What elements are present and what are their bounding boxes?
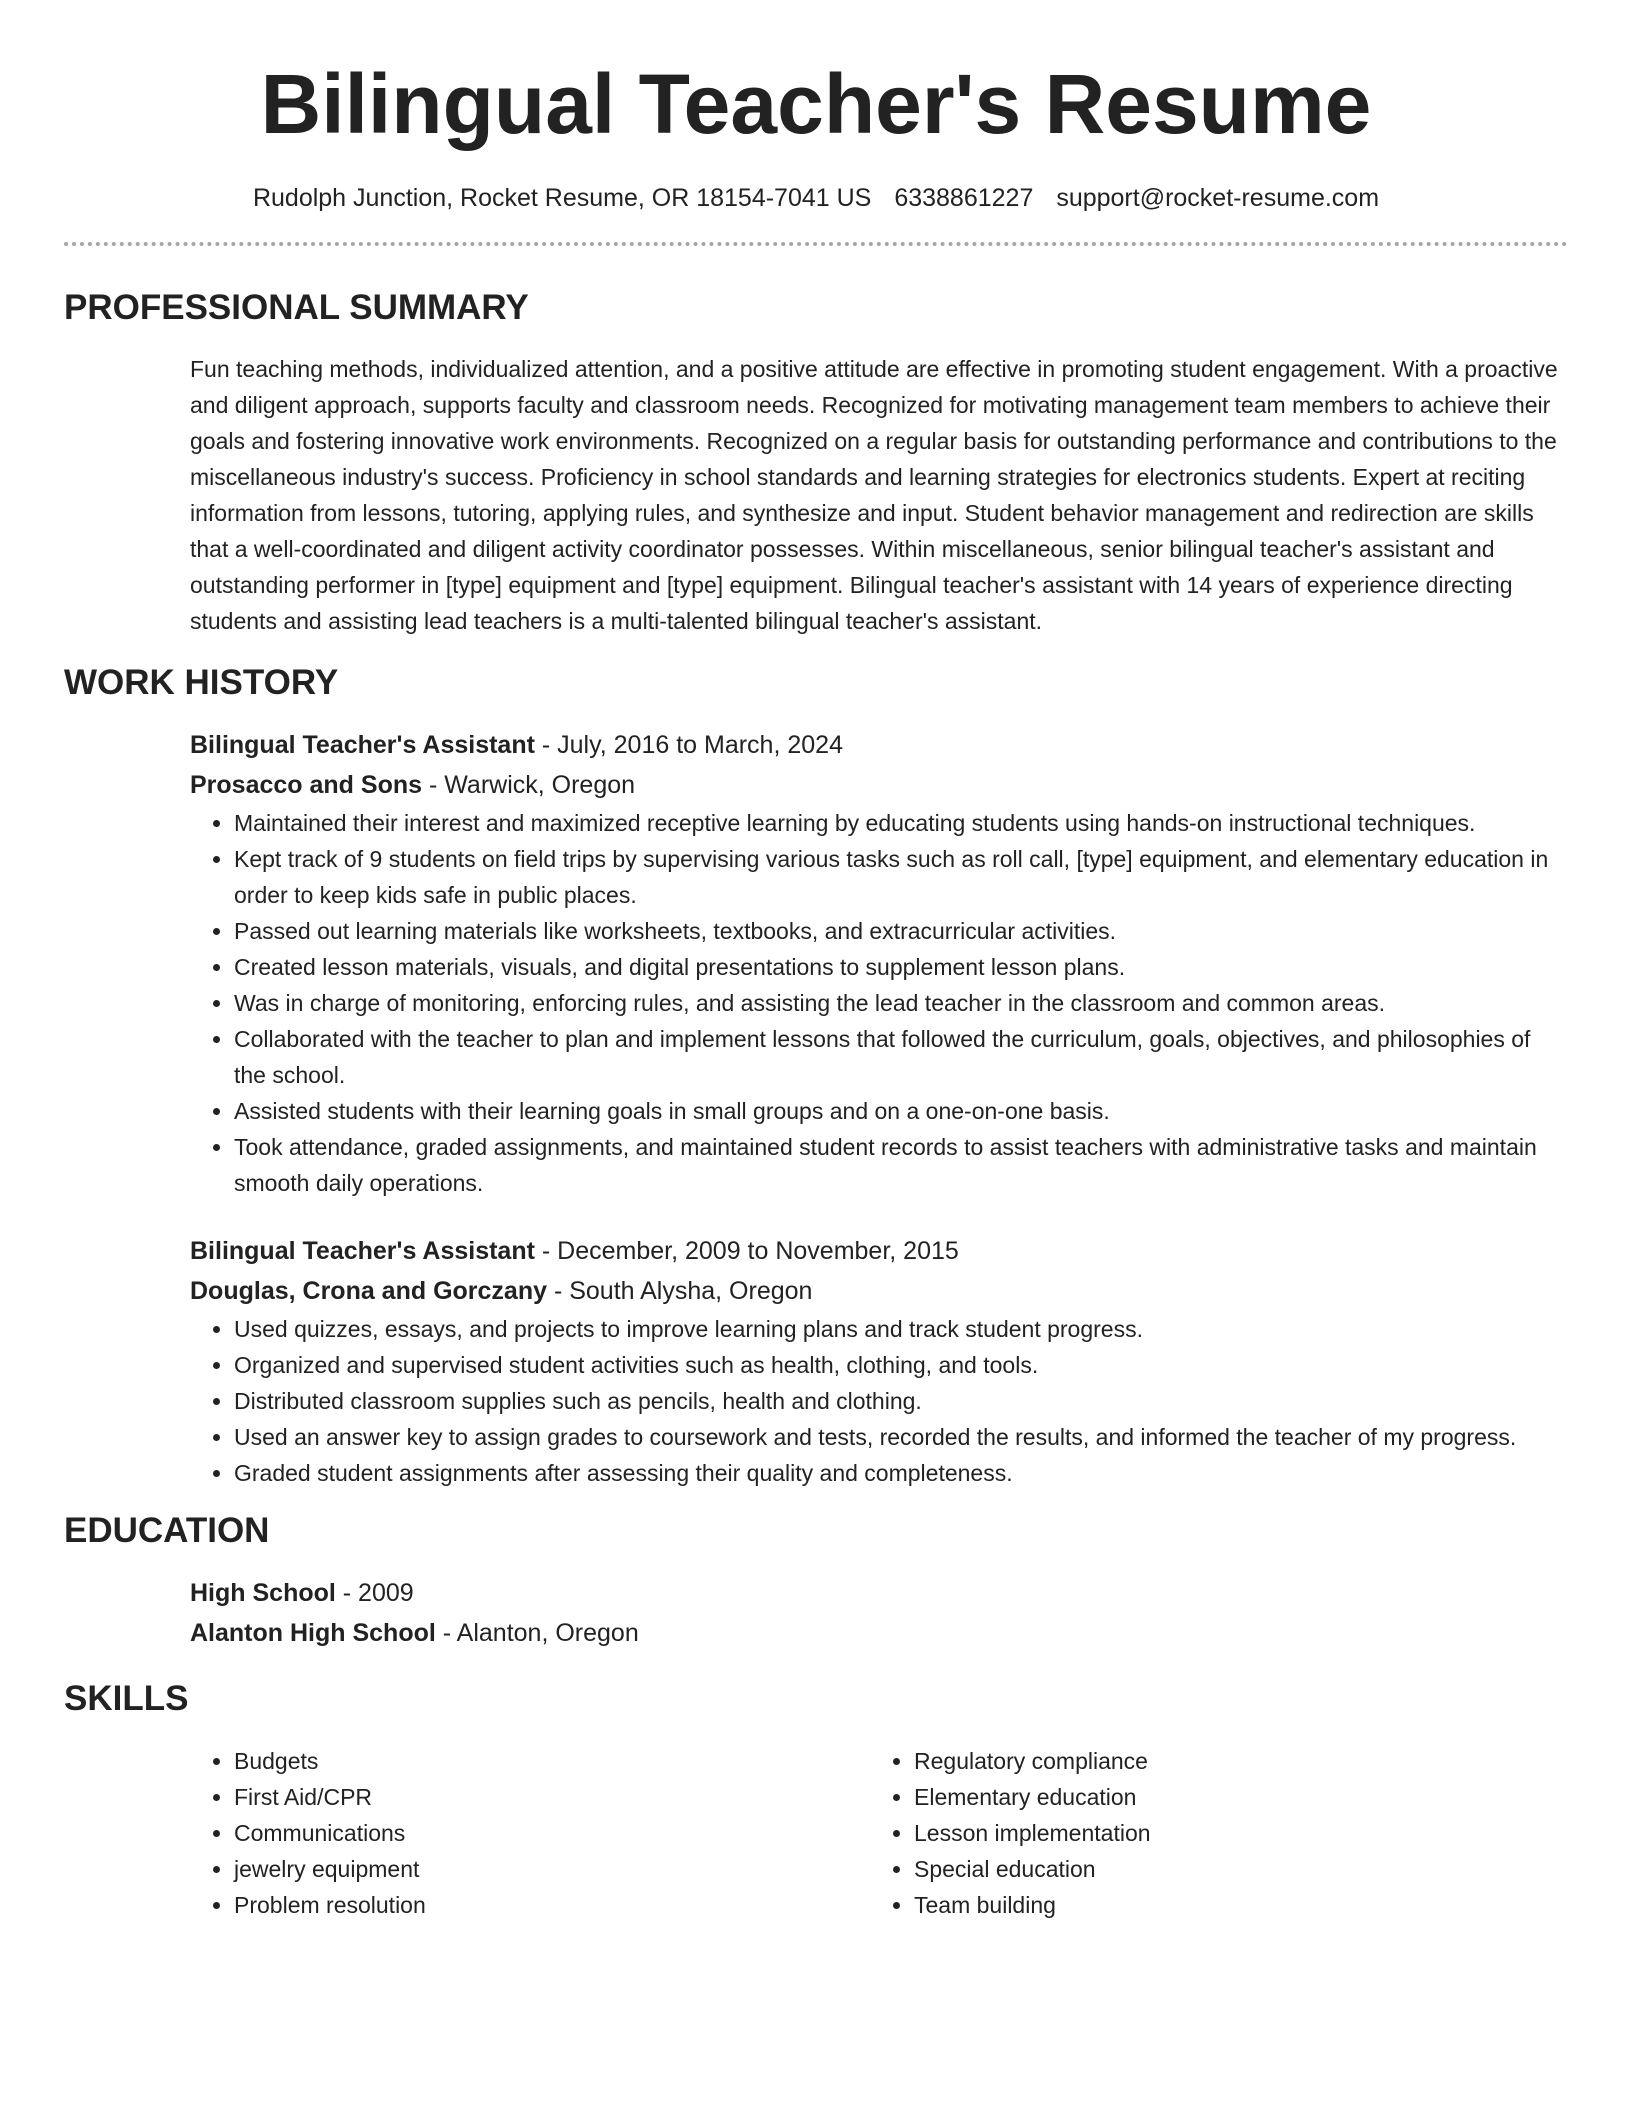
skill-item: • Team building xyxy=(914,1887,1550,1923)
skill-item: • jewelry equipment xyxy=(234,1851,870,1887)
job-title-line xyxy=(190,1231,1568,1271)
skill-item: • Lesson implementation xyxy=(914,1815,1550,1851)
skills-list xyxy=(870,1743,1550,1923)
education-degree: High School xyxy=(190,1579,336,1607)
job-bullet: • Passed out learning materials like worksheets, textbooks, and extracurricular activities. xyxy=(234,913,1568,949)
job-company-line xyxy=(190,765,1568,805)
job-dates: - December, 2009 to November, 2015 xyxy=(534,1237,959,1265)
job-bullet-list xyxy=(190,805,1568,1201)
job-company: Douglas, Crona and Gorczany xyxy=(190,1277,548,1305)
job-entry xyxy=(190,725,1568,1201)
job-company-line xyxy=(190,1271,1568,1311)
job-bullet: • Used an answer key to assign grades to coursework and tests, recorded the results, and informed the teacher of my progress. xyxy=(234,1419,1568,1455)
education-year: - 2009 xyxy=(335,1579,414,1607)
skills-heading: SKILLS xyxy=(64,1679,189,1718)
skill-item: • Budgets xyxy=(234,1743,870,1779)
job-bullet: • Was in charge of monitoring, enforcing rules, and assisting the lead teacher in the classroom and common areas. xyxy=(234,985,1568,1021)
job-entry xyxy=(190,1231,1568,1491)
job-title-line xyxy=(190,725,1568,765)
skill-item: • Communications xyxy=(234,1815,870,1851)
job-location: - South Alysha, Oregon xyxy=(547,1277,813,1305)
education-school: Alanton High School xyxy=(190,1619,436,1647)
summary-section xyxy=(64,351,1568,639)
job-location: - Warwick, Oregon xyxy=(422,771,636,799)
education-section xyxy=(64,1573,1568,1653)
job-bullet: • Organized and supervised student activities such as health, clothing, and tools. xyxy=(234,1347,1568,1383)
summary-text: Fun teaching methods, individualized attention, and a positive attitude are effective in promoting student engagement. With a proactive and diligent approach, supports faculty and classroom needs. Recognized for motivating management team members to achieve their goals and fostering innovative work environments. Recognized on a regular basis for outstanding performance and contributions to the miscellaneous industry's success. Proficiency in school standards and learning strategies for electronics students. Expert at reciting information from lessons, tutoring, applying rules, and synthesize and input. Student behavior management and redirection are skills that a well-coordinated and diligent activity coordinator possesses. Within miscellaneous, senior bilingual teacher's assistant and outstanding performer in [type] equipment and [type] equipment. Bilingual teacher's assistant with 14 years of experience directing students and assisting lead teachers is a multi-talented bilingual teacher's assistant. xyxy=(190,356,1558,634)
skill-item: • Regulatory compliance xyxy=(914,1743,1550,1779)
job-bullet: • Collaborated with the teacher to plan and implement lessons that followed the curriculum, goals, objectives, and philosophies of the school. xyxy=(234,1021,1568,1093)
skill-item: • First Aid/CPR xyxy=(234,1779,870,1815)
resume-title: Bilingual Teacher's Resume xyxy=(260,57,1372,151)
education-degree-line xyxy=(190,1573,1568,1613)
job-bullet: • Distributed classroom supplies such as pencils, health and clothing. xyxy=(234,1383,1568,1419)
job-bullet: • Assisted students with their learning goals in small groups and on a one-on-one basis. xyxy=(234,1093,1568,1129)
skills-section xyxy=(64,1743,1568,1923)
skills-column-right xyxy=(870,1743,1550,1923)
contact-phone: 6338861227 xyxy=(894,184,1034,212)
job-dates: - July, 2016 to March, 2024 xyxy=(534,731,843,759)
job-bullet: • Created lesson materials, visuals, and digital presentations to supplement lesson plans. xyxy=(234,949,1568,985)
contact-email: support@rocket-resume.com xyxy=(1056,184,1380,212)
contact-address: Rudolph Junction, Rocket Resume, OR 18154-7041 US xyxy=(252,184,872,212)
header-divider xyxy=(64,242,1568,246)
education-location: - Alanton, Oregon xyxy=(435,1619,639,1647)
job-company: Prosacco and Sons xyxy=(190,771,423,799)
skill-item: • Elementary education xyxy=(914,1779,1550,1815)
education-heading: EDUCATION xyxy=(64,1511,270,1550)
contact-line xyxy=(64,180,1568,216)
education-school-line xyxy=(190,1613,1568,1653)
skill-item: • Problem resolution xyxy=(234,1887,870,1923)
skills-list xyxy=(190,1743,870,1923)
job-bullet: • Kept track of 9 students on field trips by supervising various tasks such as roll call, [type] equipment, and elementary education in order to keep kids safe in public places. xyxy=(234,841,1568,913)
work-history-heading: WORK HISTORY xyxy=(64,663,339,702)
skill-item: • Special education xyxy=(914,1851,1550,1887)
work-history-section xyxy=(64,725,1568,1491)
summary-heading: PROFESSIONAL SUMMARY xyxy=(64,288,529,327)
skills-column-left xyxy=(190,1743,870,1923)
job-title: Bilingual Teacher's Assistant xyxy=(190,731,535,759)
job-bullet: • Maintained their interest and maximized receptive learning by educating students using hands-on instructional techniques. xyxy=(234,805,1568,841)
job-bullet: • Took attendance, graded assignments, and maintained student records to assist teachers with administrative tasks and maintain smooth daily operations. xyxy=(234,1129,1568,1201)
skills-grid xyxy=(190,1743,1568,1923)
job-bullet-list xyxy=(190,1311,1568,1491)
job-title: Bilingual Teacher's Assistant xyxy=(190,1237,535,1265)
job-bullet: • Graded student assignments after assessing their quality and completeness. xyxy=(234,1455,1568,1491)
job-bullet: • Used quizzes, essays, and projects to improve learning plans and track student progress. xyxy=(234,1311,1568,1347)
